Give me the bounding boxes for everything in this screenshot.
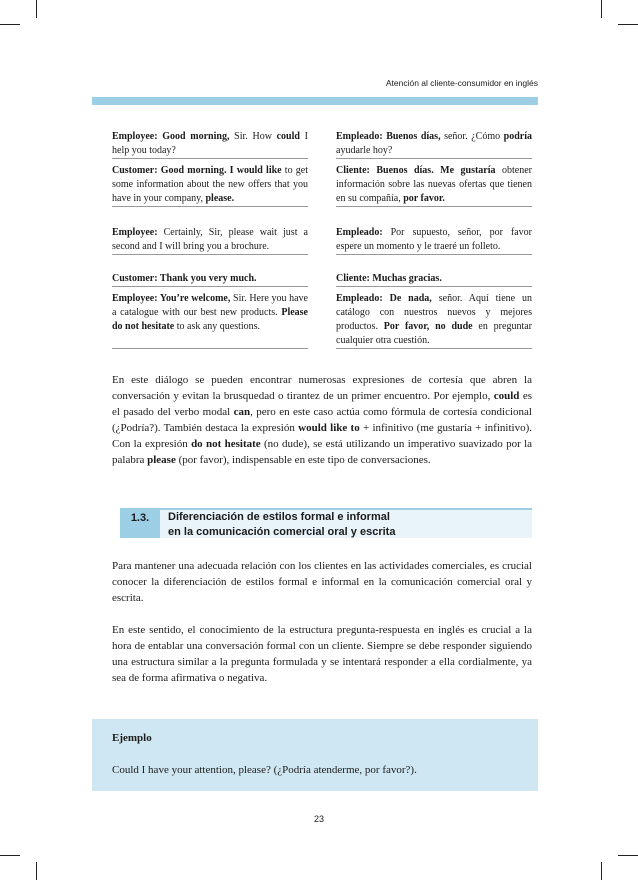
dialogue-en: Customer: Good morning. I would like to get some information about the new offers that you have in your company, please. <box>112 164 308 207</box>
dialogue-es: Cliente: Muchas gracias. <box>336 272 532 287</box>
crop-mark <box>0 24 20 25</box>
crop-mark <box>618 855 638 856</box>
paragraph: Para mantener una adecuada relación con los clientes en las actividades comerciales, es crucial conocer la diferenciación de estilos formal e informal en la comunicación comercial oral y escrita. <box>112 560 532 604</box>
crop-mark <box>36 0 37 18</box>
header-bar <box>92 97 538 105</box>
example-text: Could I have your attention, please? (¿Podría atenderme, por favor?). <box>112 764 417 776</box>
dialogue-row <box>112 292 532 349</box>
crop-mark <box>618 24 638 25</box>
paragraph: En este diálogo se pueden encontrar numerosas expresiones de cortesía que abren la conversación y evitan la brusquedad o tirantez de un primer encuentro. Por ejemplo, could es el pasado del verbo modal can, pero en este caso actúa como fórmula de cortesía condicional (¿Podría?). También destaca la expresión would like to + infinitivo (me gustaría + infinitivo). Con la expresión do not hesitate (no dude), se está utilizando un imperativo suavizado por la palabra please (por favor), indispensable en este tipo de conversaciones. <box>112 374 533 466</box>
dialogue-es: Cliente: Buenos días. Me gustaría obtener información sobre las nuevas ofertas que tienen en su compañía, por favor. <box>336 164 532 207</box>
section-heading <box>120 508 532 538</box>
running-header: Atención al cliente-consumidor en inglés <box>385 78 538 88</box>
crop-mark <box>0 855 20 856</box>
dialogue-en: Employee: You’re welcome, Sir. Here you have a catalogue with our best new products. Please do not hesitate to ask any questions. <box>112 292 308 349</box>
example-box <box>92 719 538 791</box>
dialogue-en: Employee: Certainly, Sir, please wait just a second and I will bring you a brochure. <box>112 226 308 255</box>
crop-mark <box>601 0 602 18</box>
section-title-line: en la comunicación comercial oral y escrita <box>168 526 396 538</box>
page-number: 23 <box>313 814 324 824</box>
section-number: 1.3. <box>120 510 160 538</box>
dialogue-en: Customer: Thank you very much. <box>112 272 308 287</box>
crop-mark <box>601 862 602 880</box>
section-title <box>160 510 395 538</box>
crop-mark <box>36 862 37 880</box>
dialogue-es: Empleado: De nada, señor. Aquí tiene un catálogo con nuestros nuevos y mejores productos. Por favor, no dude en preguntar cualquier otra cuestión. <box>336 292 532 349</box>
dialogue-row <box>112 164 532 207</box>
section-title-line: Diferenciación de estilos formal e informal <box>168 511 390 523</box>
dialogue-row <box>112 130 532 159</box>
paragraph: En este sentido, el conocimiento de la estructura pregunta-respuesta en inglés es crucial a la hora de entablar una conversación formal con un cliente. Siempre se debe responder siguiendo una estructura similar a la pregunta formulada y se intentará responder a ella cordialmente, ya sea de forma afirmativa o negativa. <box>112 624 532 684</box>
dialogue-es: Empleado: Buenos días, señor. ¿Cómo podría ayudarle hoy? <box>336 130 532 159</box>
dialogue-en: Employee: Good morning, Sir. How could I help you today? <box>112 130 308 159</box>
dialogue-row <box>112 226 532 255</box>
example-title: Ejemplo <box>112 732 152 744</box>
dialogue-row <box>112 272 532 287</box>
dialogue-es: Empleado: Por supuesto, señor, por favor espere un momento y le traeré un folleto. <box>336 226 532 255</box>
